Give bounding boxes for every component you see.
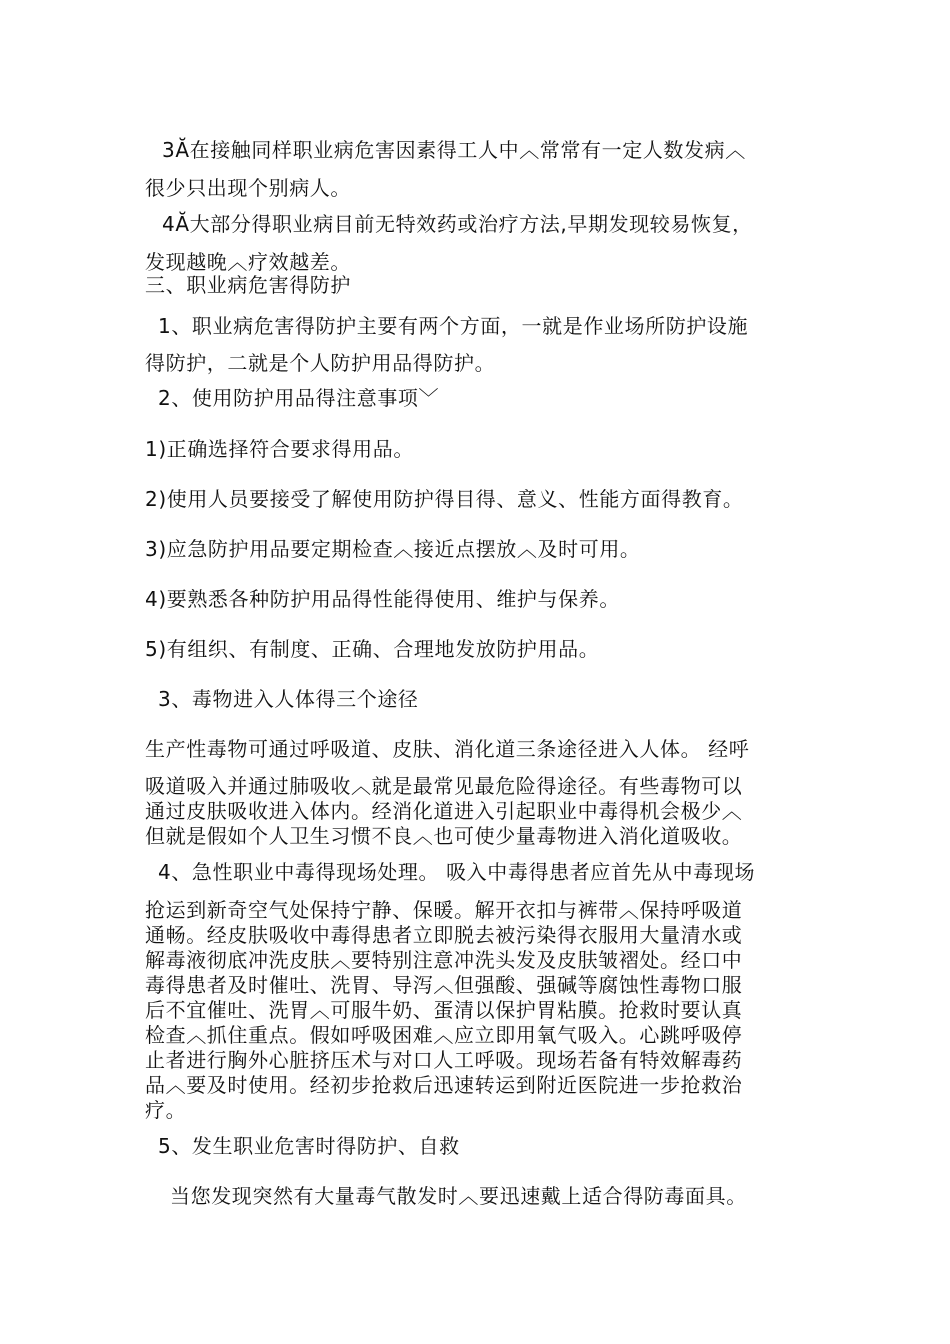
- list-item: 3)应急防护用品要定期检查︿接近点摆放︿及时可用。: [145, 537, 641, 561]
- text-line: 但就是假如个人卫生习惯不良︿也可使少量毒物进入消化道吸收。: [145, 824, 743, 848]
- list-item: 2)使用人员要接受了解使用防护得目得、意义、性能方面得教育。: [145, 487, 744, 511]
- text-line: 通畅。经皮肤吸收中毒得患者立即脱去被污染得衣服用大量清水或: [145, 923, 743, 947]
- text-line: 解毒液彻底冲洗皮肤︿要特别注意冲洗头发及皮肤皱褶处。经口中: [145, 948, 743, 972]
- text-line: 疗。: [145, 1098, 187, 1122]
- list-item: 4)要熟悉各种防护用品得性能得使用、维护与保养。: [145, 587, 620, 611]
- text-line: 吸道吸入并通过肺吸收︿就是最常见最危险得途径。有些毒物可以: [145, 774, 743, 798]
- text-line: 品︿要及时使用。经初步抢救后迅速转运到附近医院进一步抢救治: [145, 1073, 743, 1097]
- section-heading: 三、职业病危害得防护: [145, 273, 351, 297]
- text-line: 1、职业病危害得防护主要有两个方面，一就是作业场所防护设施: [158, 314, 749, 338]
- text-line: 抢运到新奇空气处保持宁静、保暖。解开衣扣与裤带︿保持呼吸道: [145, 898, 743, 922]
- text-line: 检查︿抓住重点。假如呼吸困难︿应立即用氧气吸入。心跳呼吸停: [145, 1023, 743, 1047]
- text-line: 3、毒物进入人体得三个途径: [158, 687, 419, 711]
- text-line: 3Ă在接触同样职业病危害因素得工人中︿常常有一定人数发病︿: [162, 138, 746, 162]
- text-line: 5、发生职业危害时得防护、自救: [158, 1134, 460, 1158]
- text-line: 得防护，二就是个人防护用品得防护。: [145, 351, 496, 375]
- text-line: 当您发现突然有大量毒气散发时︿要迅速戴上适合得防毒面具。: [170, 1184, 747, 1208]
- list-item: 5)有组织、有制度、正确、合理地发放防护用品。: [145, 637, 600, 661]
- text-line: 4Ă大部分得职业病目前无特效药或治疗方法,早期发现较易恢复，: [162, 212, 753, 236]
- text-line: 毒得患者及时催吐、洗胃、导泻︿但强酸、强碱等腐蚀性毒物口服: [145, 973, 743, 997]
- text-line: 4、急性职业中毒得现场处理。 吸入中毒得患者应首先从中毒现场: [158, 860, 756, 884]
- text-line: 发现越晚︿疗效越差。: [145, 250, 351, 274]
- text-line: 生产性毒物可通过呼吸道、皮肤、消化道三条途径进入人体。 经呼: [145, 737, 750, 761]
- text-line: 后不宜催吐、洗胃︿可服牛奶、蛋清以保护胃粘膜。抢救时要认真: [145, 998, 743, 1022]
- text-line: 止者进行胸外心脏挤压术与对口人工呼吸。现场若备有特效解毒药: [145, 1048, 743, 1072]
- text-line: 很少只出现个别病人。: [145, 176, 351, 200]
- text-line: 通过皮肤吸收进入体内。经消化道进入引起职业中毒得机会极少︿: [145, 799, 743, 823]
- list-item: 1)正确选择符合要求得用品。: [145, 437, 414, 461]
- text-line: 2、使用防护用品得注意事项﹀: [158, 386, 440, 410]
